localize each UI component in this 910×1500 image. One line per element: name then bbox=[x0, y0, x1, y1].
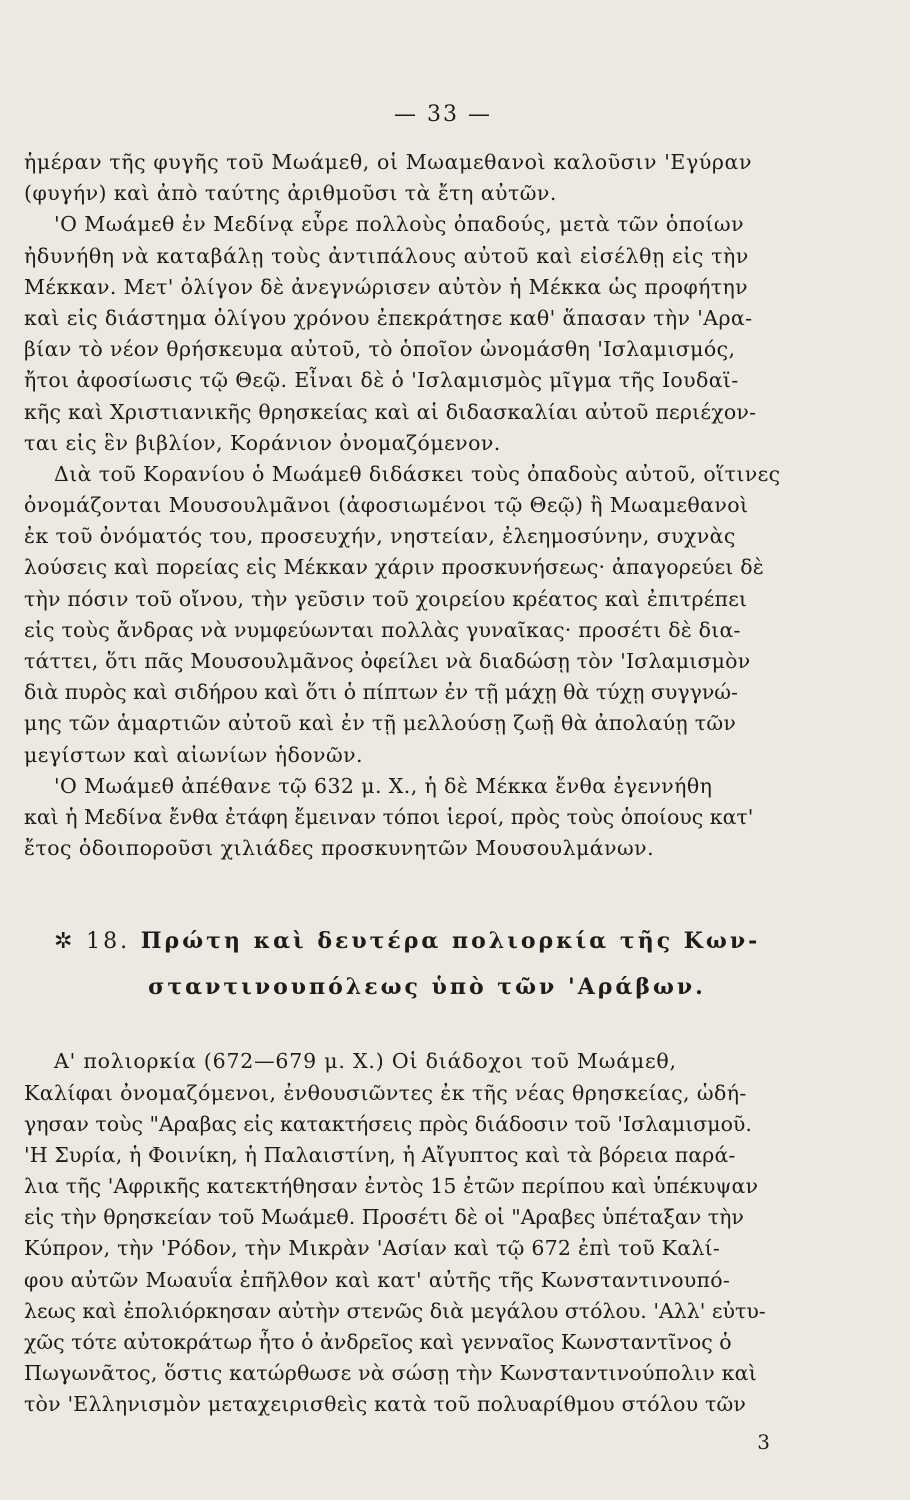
page-number: — 33 — bbox=[394, 102, 492, 127]
section-title-part-2: σταντινουπόλεως ὑπὸ τῶν 'Αράβων. bbox=[148, 974, 706, 1001]
text-line: 'Ο Μωάμεθ ἀπέθανε τῷ 632 μ. Χ., ἡ δὲ Μέκκα ἔνθα ἐγεννήθη bbox=[54, 773, 713, 798]
paragraph-flight-of-mohammed bbox=[24, 147, 840, 459]
text-line: ἠδυνήθη νὰ καταβάλῃ τοὺς ἀντιπάλους αὐτοῦ καὶ εἰσέλθῃ εἰς τὴν bbox=[24, 243, 749, 268]
text-line: ὀνομάζονται Μουσουλμᾶνοι (ἀφοσιωμένοι τῷ Θεῷ) ἢ Μωαμεθανοὶ bbox=[24, 493, 749, 518]
text-line: χῶς τότε αὐτοκράτωρ ἦτο ὁ ἀνδρεῖος καὶ γενναῖος Κωνσταντῖνος ὁ bbox=[24, 1330, 732, 1354]
text-line: Διὰ τοῦ Κορανίου ὁ Μωάμεθ διδάσκει τοὺς ὀπαδοὺς αὐτοῦ, οἵτινες bbox=[54, 461, 781, 486]
text-line: γησαν τοὺς "Αραβας εἰς κατακτήσεις πρὸς διάδοσιν τοῦ 'Ισλαμισμοῦ. bbox=[24, 1111, 752, 1136]
section-number: 18. bbox=[86, 929, 131, 955]
section-heading-block bbox=[24, 918, 840, 1010]
text-line: καὶ εἰς διάστημα ὀλίγου χρόνου ἐπεκράτησε καθ' ἅπασαν τὴν 'Αρα- bbox=[24, 305, 753, 330]
text-line: τὴν πόσιν τοῦ οἴνου, τὴν γεῦσιν τοῦ χοιρείου κρέατος καὶ ἐπιτρέπει bbox=[24, 586, 748, 611]
text-line: μεγίστων καὶ αἰωνίων ἡδονῶν. bbox=[24, 742, 363, 767]
text-line: ἡμέραν τῆς φυγῆς τοῦ Μωάμεθ, οἱ Μωαμεθανοὶ καλοῦσιν 'Εγύραν bbox=[24, 150, 753, 174]
paragraph-death-of-mohammed bbox=[24, 771, 840, 865]
paragraph-koran-teachings bbox=[24, 459, 840, 771]
section-heading-line-1 bbox=[24, 918, 840, 964]
text-line: κῆς καὶ Χριστιανικῆς θρησκείας καὶ αἱ διδασκαλίαι αὐτοῦ περιέχον- bbox=[24, 399, 757, 424]
paragraph-first-siege bbox=[24, 1046, 840, 1420]
text-line: διὰ πυρὸς καὶ σιδήρου καὶ ὅτι ὁ πίπτων ἐν τῇ μάχῃ θὰ τύχῃ συγγνώ- bbox=[24, 680, 738, 705]
text-line: καὶ ἡ Μεδίνα ἔνθα ἐτάφη ἔμειναν τόποι ἱεροί, πρὸς τοὺς ὁποίους κατ' bbox=[24, 804, 754, 829]
text-line: εἰς τοὺς ἄνδρας νὰ νυμφεύωνται πολλὰς γυναῖκας· προσέτι δὲ δια- bbox=[24, 617, 741, 642]
text-line: ἔτος ὁδοιποροῦσι χιλιάδες προσκυνητῶν Μουσουλμάνων. bbox=[24, 836, 655, 861]
text-line: Κύπρον, τὴν 'Ρόδον, τὴν Μικρὰν 'Ασίαν καὶ τῷ 672 ἐπὶ τοῦ Καλί- bbox=[24, 1236, 721, 1261]
text-line: τὸν 'Ελληνισμὸν μεταχειρισθεὶς κατὰ τοῦ πολυαρίθμου στόλου τῶν bbox=[24, 1392, 747, 1417]
text-line: (φυγήν) καὶ ἀπὸ ταύτης ἀριθμοῦσι τὰ ἔτη αὐτῶν. bbox=[24, 181, 557, 206]
text-line: τάττει, ὅτι πᾶς Μουσουλμᾶνος ὀφείλει νὰ διαδώσῃ τὸν 'Ισλαμισμὸν bbox=[24, 649, 751, 673]
text-line: ται εἰς ἓν βιβλίον, Κοράνιον ὀνομαζόμενον. bbox=[24, 430, 501, 455]
text-line: λούσεις καὶ πορείας εἰς Μέκκαν χάριν προσκυνήσεως· ἀπαγορεύει δὲ bbox=[24, 555, 764, 580]
text-line: λια τῆς 'Αφρικῆς κατεκτήθησαν ἐντὸς 15 ἐτῶν περίπου καὶ ὑπέκυψαν bbox=[24, 1174, 759, 1199]
signature-mark: 3 bbox=[757, 1430, 770, 1454]
asterism-icon: ✲ bbox=[54, 929, 76, 955]
text-line: 'Η Συρία, ἡ Φοινίκη, ἡ Παλαιστίνη, ἡ Αἴγυπτος καὶ τὰ βόρεια παρά- bbox=[24, 1142, 736, 1167]
text-line: Μέκκαν. Μετ' ὀλίγον δὲ ἀνεγνώρισεν αὐτὸν ἡ Μέκκα ὡς προφήτην bbox=[24, 274, 748, 299]
text-line: ἤτοι ἀφοσίωσις τῷ Θεῷ. Εἶναι δὲ ὁ 'Ισλαμισμὸς μῖγμα τῆς Ιουδαϊ- bbox=[24, 368, 739, 393]
text-line: Πωγωνᾶτος, ὅστις κατώρθωσε νὰ σώσῃ τὴν Κωνσταντινούπολιν καὶ bbox=[24, 1361, 757, 1386]
text-line: φου αὐτῶν Μωαυΐα ἐπῆλθον καὶ κατ' αὐτῆς τῆς Κωνσταντινουπό- bbox=[24, 1267, 731, 1292]
text-line: ἐκ τοῦ ὀνόματός του, προσευχήν, νηστείαν, ἐλεημοσύνην, συχνὰς bbox=[24, 524, 736, 549]
text-line: Καλίφαι ὀνομαζόμενοι, ἐνθουσιῶντες ἐκ τῆς νέας θρησκείας, ὡδή- bbox=[24, 1080, 747, 1105]
section-title-part-1: Πρώτη καὶ δευτέρα πολιορκία τῆς Κων- bbox=[140, 928, 761, 955]
text-line: Α' πολιορκία (672—679 μ. Χ.) Οἱ διάδοχοι τοῦ Μωάμεθ, bbox=[54, 1049, 677, 1074]
text-line: 'Ο Μωάμεθ ἐν Μεδίνᾳ εὗρε πολλοὺς ὀπαδούς, μετὰ τῶν ὁποίων bbox=[54, 212, 744, 237]
text-line: βίαν τὸ νέον θρήσκευμα αὐτοῦ, τὸ ὁποῖον ὠνομάσθη 'Ισλαμισμός, bbox=[24, 337, 736, 362]
text-line: μης τῶν ἁμαρτιῶν αὐτοῦ καὶ ἐν τῇ μελλούσῃ ζωῇ θὰ ἀπολαύῃ τῶν bbox=[24, 711, 737, 736]
text-line: εἰς τὴν θρησκείαν τοῦ Μωάμεθ. Προσέτι δὲ οἱ "Αραβες ὑπέταξαν τὴν bbox=[24, 1205, 744, 1230]
text-line: λεως καὶ ἐπολιόρκησαν αὐτὴν στενῶς διὰ μεγάλου στόλου. 'Αλλ' εὐτυ- bbox=[24, 1298, 766, 1323]
